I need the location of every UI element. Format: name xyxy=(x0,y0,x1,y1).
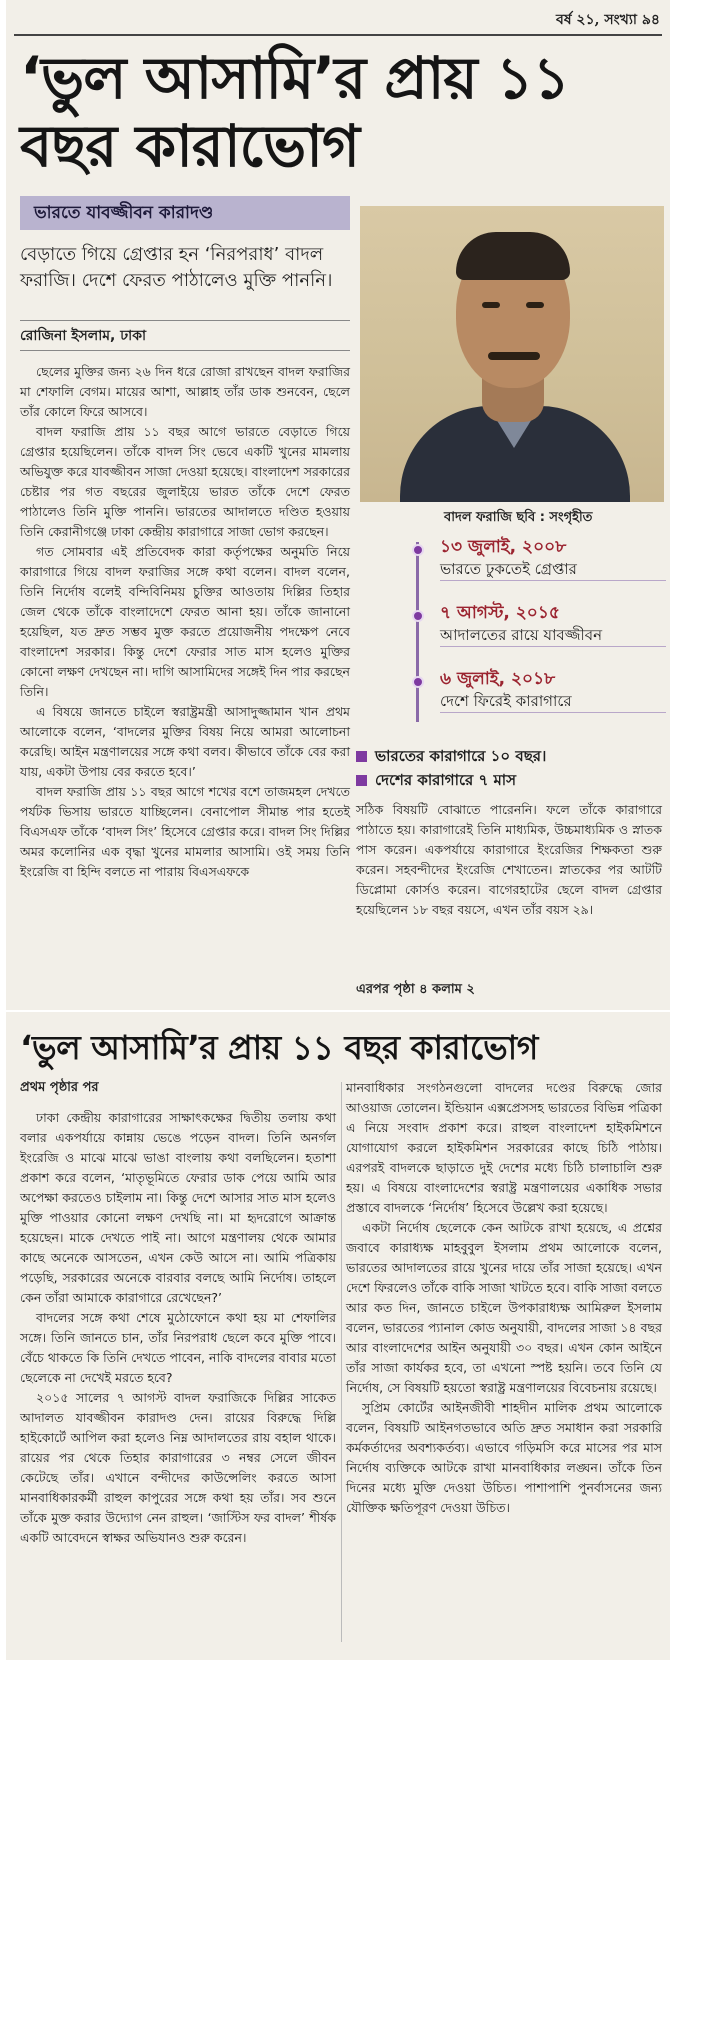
square-bullet-icon xyxy=(356,751,367,762)
portrait-photo xyxy=(360,206,664,502)
paragraph: সঠিক বিষয়টি বোঝাতে পারেননি। ফলে তাঁকে কারাগারে পাঠাতে হয়। কারাগারেই তিনি মাধ্যমিক, উচ্চমাধ্যমিক ও স্নাতক পাস করেন। একপর্যায়ে কারাগারে ইংরেজির শিক্ষকতা শুরু করেন। সহবন্দীদের ইংরেজি শেখাতেন। স্নাতকের পর আটটি ডিপ্লোমা কোর্সও করেন। বাগেরহাটের ছেলে বাদল গ্রেপ্তার হয়েছিলেন ১৮ বছর বয়সে, এখন তাঁর বয়স ২৯। xyxy=(356,802,662,917)
paragraph: ছেলের মুক্তির জন্য ২৬ দিন ধরে রোজা রাখছেন বাদল ফরাজির মা শেফালি বেগম। মায়ের আশা, আল্লাহ তাঁর ডাক শুনবেন, ছেলে তাঁর কোলে ফিরে আসবে। xyxy=(20,364,350,419)
timeline-date: ১৩ জুলাই, ২০০৮ xyxy=(440,537,567,557)
timeline-text: আদালতের রায়ে যাবজ্জীবন xyxy=(440,624,666,647)
byline-rule xyxy=(20,320,350,321)
inside-page-clipping xyxy=(6,1012,670,1660)
issue-number: বর্ষ ২১, সংখ্যা ৯৪ xyxy=(556,12,660,28)
paragraph: গত সোমবার এই প্রতিবেদক কারা কর্তৃপক্ষের অনুমতি নিয়ে কারাগারে গিয়ে বাদল ফরাজির সঙ্গে কথা বলেন। বাদল বলেন, তিনি নির্দোষ বলেই বন্দিবিনিময় চুক্তির আওতায় দিল্লির তিহার জেল থেকে তাঁকে বাংলাদেশে ফেরত আনা হয়। তাঁকে জানানো হয়েছিল, যত দ্রুত সম্ভব মুক্ত করতে প্রয়োজনীয় পদক্ষেপ নেবে বাংলাদেশ সরকার। কিন্তু দেশে ফেরার সাত মাস হলেও মুক্তির কোনো লক্ষণ দেখছেন না। দাগি আসামিদের সঙ্গেই দিন পার করছেন তিনি। xyxy=(20,544,350,699)
paragraph: মানবাধিকার সংগঠনগুলো বাদলের দণ্ডের বিরুদ্ধে জোর আওয়াজ তোলেন। ইন্ডিয়ান এক্সপ্রেসসহ ভারতের বিভিন্ন পত্রিকা এ নিয়ে সংবাদ প্রকাশ করে। রাহুল বাংলাদেশ হাইকমিশনে যোগাযোগ করলে হাইকমিশন সরকারের কাছে চিঠি পাঠায়। এরপরই বাদলকে ছাড়াতে দুই দেশের মধ্যে চিঠি চালাচালি শুরু হয়। এ বিষয়ে বাংলাদেশের স্বরাষ্ট্র মন্ত্রণালয়ের একাধিক সভার প্রস্তাবে বাদলকে ‘নির্দোষ’ হিসেবে উল্লেখ করা হয়েছে। xyxy=(346,1080,662,1215)
column-divider xyxy=(341,1082,342,1642)
square-bullet-icon xyxy=(356,775,367,786)
continued-on: এরপর পৃষ্ঠা ৪ কলাম ২ xyxy=(356,982,475,997)
paragraph: ২০১৫ সালের ৭ আগস্ট বাদল ফরাজিকে দিল্লির সাকেত আদালত যাবজ্জীবন কারাদণ্ড দেন। রায়ের বিরুদ্ধে দিল্লি হাইকোর্টে আপিল করা হলেও নিম্ন আদালতের রায় বহাল থাকে। রায়ের পর থেকে তিহার কারাগারের ৩ নম্বর সেলে জীবন কেটেছে তাঁর। এখানে বন্দীদের কাউন্সেলিং করতে আসা মানবাধিকারকর্মী রাহুল কাপুরের সঙ্গে কথা হয় তাঁর। সব শুনে তাঁকে মুক্ত করার উদ্যোগ নেন রাহুল। ‘জাস্টিস ফর বাদল’ শীর্ষক একটি আবেদনে স্বাক্ষর অভিযানও শুরু করেন। xyxy=(20,1390,336,1545)
body-column-3 xyxy=(20,1108,336,1548)
timeline-text: ভারতে ঢুকতেই গ্রেপ্তার xyxy=(440,558,666,581)
stat-item: দেশের কারাগারে ৭ মাস xyxy=(356,768,662,792)
paragraph: একটা নির্দোষ ছেলেকে কেন আটকে রাখা হয়েছে, এ প্রশ্নের জবাবে কারাধ্যক্ষ মাহবুবুল ইসলাম প্রথম আলোকে বলেন, ভারতের আদালতের রায়ে খুনের দায়ে তাঁর সাজা হয়েছে। এখন দেশে ফিরলেও তাঁকে বাকি সাজা খাটতে হবে। বাকি সাজা বলতে আর কত দিন, জানতে চাইলে উপকারাধ্যক্ষ আমিরুল ইসলাম বলেন, ভারতের প্যানাল কোড অনুযায়ী, বাদলের সাজা ১৪ বছর আর বাংলাদেশের আইন অনুযায়ী ৩০ বছর। এখন কোন আইনে তাঁর সাজা কার্যকর হবে, তা এখনো স্পষ্ট হয়নি। তবে তিনি যে নির্দোষ, সে বিষয়টি হয়তো স্বরাষ্ট্র মন্ত্রণালয়ের বিবেচনায় রয়েছে। xyxy=(346,1220,662,1395)
continued-from: প্রথম পৃষ্ঠার পর xyxy=(20,1080,99,1095)
paragraph: বাদল ফরাজি প্রায় ১১ বছর আগে ভারতে বেড়াতে গিয়ে গ্রেপ্তার হয়েছিলেন। তাঁকে বাদল সিং ভেবে একটি খুনের মামলায় অভিযুক্ত করে যাবজ্জীবন সাজা দেওয়া হয়েছে। বাংলাদেশ সরকারের চেষ্টার পর গত বছরের জুলাইয়ে ভারত তাঁকে দেশে ফেরত পাঠালেও তিনি মুক্তি পাননি। ভারতের আদালতে দণ্ডিত হওয়ায় তিনি কেরানীগঞ্জে ঢাকা কেন্দ্রীয় কারাগারে সাজা ভোগ করছেন। xyxy=(20,424,350,539)
headline: ‘ভুল আসামি’র প্রায় ১১ বছর কারাভোগ xyxy=(20,44,570,180)
timeline-text: দেশে ফিরেই কারাগারে xyxy=(440,690,666,713)
body-rule xyxy=(20,350,350,351)
paragraph: বাদল ফরাজি প্রায় ১১ বছর আগে শখের বশে তাজমহল দেখতে পর্যটক ভিসায় ভারতে যাচ্ছিলেন। বেনাপোল সীমান্ত পার হতেই বিএসএফ তাঁকে ‘বাদল সিং’ হিসেবে গ্রেপ্তার করে। বাদল সিং দিল্লির অমর কলোনির এক বৃদ্ধা খুনের মামলার আসামি। ওই সময় তিনি ইংরেজি বা হিন্দি বলতে না পারায় বিএসএফকে xyxy=(20,784,350,879)
body-column-4 xyxy=(346,1078,662,1518)
timeline xyxy=(416,532,666,732)
timeline-dot xyxy=(412,610,424,622)
timeline-item xyxy=(440,602,666,647)
stat-item: ভারতের কারাগারে ১০ বছর। xyxy=(356,744,662,768)
body-column-2 xyxy=(356,800,662,920)
byline: রোজিনা ইসলাম, ঢাকা xyxy=(20,328,147,344)
stats-box xyxy=(356,744,662,792)
kicker-label: ভারতে যাবজ্জীবন কারাদণ্ড xyxy=(20,196,350,230)
top-rule xyxy=(14,34,662,36)
front-page-clipping xyxy=(6,0,670,1010)
timeline-dot xyxy=(412,676,424,688)
deck-summary: বেড়াতে গিয়ে গ্রেপ্তার হন ‘নিরপরাধ’ বাদল ফরাজি। দেশে ফেরত পাঠালেও মুক্তি পাননি। xyxy=(20,244,333,291)
paragraph: বাদলের সঙ্গে কথা শেষে মুঠোফোনে কথা হয় মা শেফালির সঙ্গে। তিনি জানতে চান, তাঁর নিরপরাধ ছেলে কবে মুক্তি পাবে। বেঁচে থাকতে কি তিনি দেখতে পাবেন, নাকি বাদলের বাবার মতো ছেলেকে না দেখেই মরতে হবে? xyxy=(20,1310,336,1385)
timeline-dot xyxy=(412,544,424,556)
timeline-item xyxy=(440,668,666,713)
timeline-item xyxy=(440,536,666,581)
timeline-line xyxy=(416,542,419,722)
timeline-date: ৭ আগস্ট, ২০১৫ xyxy=(440,603,560,623)
paragraph: ঢাকা কেন্দ্রীয় কারাগারের সাক্ষাৎকক্ষের দ্বিতীয় তলায় কথা বলার একপর্যায়ে কান্নায় ভেঙে পড়েন বাদল। তিনি অনর্গল ইংরেজি ও মাঝে মাঝে ভাঙা বাংলায় কথা বলছিলেন। হতাশা প্রকাশ করে বলেন, ‘মাতৃভূমিতে ফেরার ডাক পেয়ে আমি আর অপেক্ষা করতেও চাইলাম না। কিন্তু দেশে আসার সাত মাস হলেও মুক্তি পাওয়ার কোনো লক্ষণ দেখছি না। মা হৃদরোগে আক্রান্ত হয়েছেন। মাকে দেখতে পাই না। আগে মন্ত্রণালয় থেকে আমার কাছে অনেকে আসতেন, এখন কেউ আসে না। আমি পত্রিকায় পড়েছি, সরকারের অনেকে বারবার বলছে আমি নির্দোষ। তাহলে কেন তাঁরা আমাকে কারাগারে রেখেছেন?’ xyxy=(20,1110,336,1305)
body-column-1 xyxy=(20,362,350,882)
paragraph: এ বিষয়ে জানতে চাইলে স্বরাষ্ট্রমন্ত্রী আসাদুজ্জামান খান প্রথম আলোকে বলেন, ‘বাদলের মুক্তির বিষয় নিয়ে আমরা আলোচনা করেছি। আইন মন্ত্রণালয়ের সঙ্গে কথা বলব। কীভাবে তাঁকে বের করা যায়, একটা উপায় বের করতে হবে।’ xyxy=(20,704,350,779)
continuation-headline: ‘ভুল আসামি’র প্রায় ১১ বছর কারাভোগ xyxy=(20,1028,538,1067)
timeline-date: ৬ জুলাই, ২০১৮ xyxy=(440,669,556,689)
paragraph: সুপ্রিম কোর্টের আইনজীবী শাহদীন মালিক প্রথম আলোকে বলেন, বিষয়টি আইনগতভাবে অতি দ্রুত সমাধান করা সরকারি কর্মকর্তাদের অবশ্যকর্তব্য। এভাবে গড়িমসি করে মাসের পর মাস নির্দোষ ব্যক্তিকে আটকে রাখা মানবাধিকার লঙ্ঘন। তাঁকে তিন দিনের মধ্যে মুক্তি দেওয়া উচিত। পাশাপাশি পুনর্বাসনের জন্য যৌক্তিক ক্ষতিপূরণ দেওয়া উচিত। xyxy=(346,1400,662,1515)
photo-caption: বাদল ফরাজি ছবি : সংগৃহীত xyxy=(444,510,593,525)
